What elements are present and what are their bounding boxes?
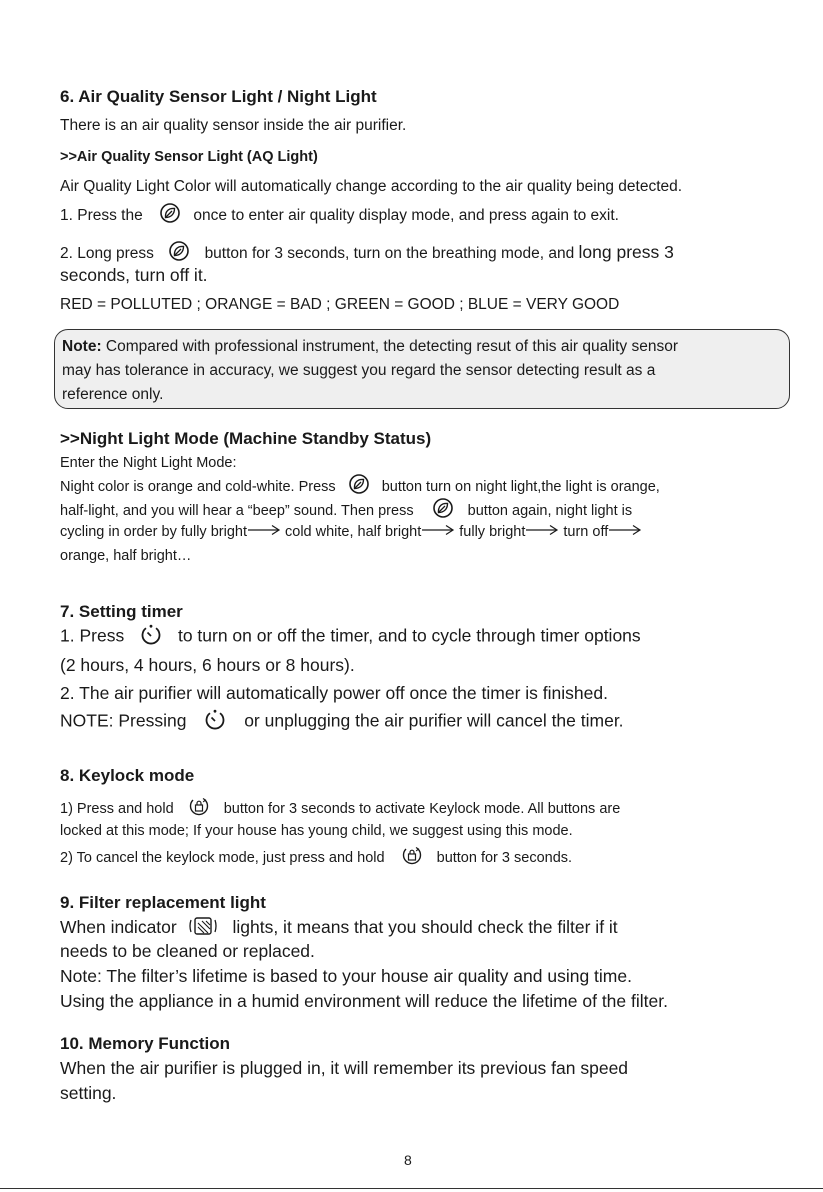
night-line-3-part-b: button again, night light is bbox=[467, 502, 633, 519]
timer-line-3: 2. The air purifier will automatically power off once the timer is finished. bbox=[60, 683, 608, 703]
arrow-right-icon bbox=[421, 524, 455, 540]
arrow-right-icon bbox=[608, 524, 642, 540]
night-line-2-part-a: Night color is orange and cold-white. Press bbox=[60, 478, 336, 495]
keylock-icon bbox=[188, 795, 210, 817]
memory-line-2: setting. bbox=[60, 1083, 117, 1103]
night-light-subheading: >>Night Light Mode (Machine Standby Status) bbox=[60, 429, 432, 448]
aq-line-3-part-c: long press 3 bbox=[578, 242, 674, 262]
section-10-heading: 10. Memory Function bbox=[60, 1034, 231, 1053]
timer-icon bbox=[203, 708, 227, 732]
night-line-4-part-b: cold white, half bright bbox=[285, 524, 422, 540]
filter-line-3: Note: The filter’s lifetime is based to your house air quality and using time. bbox=[60, 966, 632, 986]
aq-light-subheading: >>Air Quality Sensor Light (AQ Light) bbox=[60, 149, 318, 165]
timer-icon bbox=[139, 623, 163, 647]
page-bottom-rule bbox=[0, 1188, 823, 1189]
section-6-heading: 6. Air Quality Sensor Light / Night Light bbox=[60, 87, 377, 106]
air-quality-leaf-icon bbox=[432, 497, 454, 519]
night-line-3 bbox=[60, 500, 632, 522]
night-line-4-part-d: turn off bbox=[563, 524, 609, 540]
timer-line-4-part-a: NOTE: Pressing bbox=[60, 710, 187, 731]
page-number: 8 bbox=[404, 1152, 412, 1168]
air-quality-leaf-icon bbox=[168, 240, 190, 262]
night-line-4-part-c: fully bright bbox=[459, 524, 526, 540]
filter-line-2: needs to be cleaned or replaced. bbox=[60, 941, 315, 961]
keylock-line-3 bbox=[60, 847, 572, 869]
note-line-2: may has tolerance in accuracy, we suggest you regard the sensor detecting result as a bbox=[62, 362, 656, 379]
section-8-heading: 8. Keylock mode bbox=[60, 766, 195, 785]
aq-line-3-part-b: button for 3 seconds, turn on the breathing mode, and bbox=[204, 245, 575, 262]
keylock-line-1 bbox=[60, 798, 620, 820]
filter-line-1 bbox=[60, 917, 618, 939]
note-line-1 bbox=[62, 338, 678, 356]
note-label: Note: bbox=[62, 338, 102, 355]
section-6-intro: There is an air quality sensor inside the air purifier. bbox=[60, 117, 407, 134]
timer-line-1-part-a: 1. Press bbox=[60, 625, 125, 646]
night-line-3-part-a: half-light, and you will hear a “beep” sound. Then press bbox=[60, 502, 414, 519]
air-quality-leaf-icon bbox=[159, 202, 181, 224]
timer-line-4 bbox=[60, 710, 624, 734]
keylock-icon bbox=[401, 844, 423, 866]
night-line-2-part-b: button turn on night light,the light is orange, bbox=[381, 478, 660, 495]
note-text-1: Compared with professional instrument, the detecting resut of this air quality sensor bbox=[105, 338, 678, 355]
section-9-heading: 9. Filter replacement light bbox=[60, 893, 266, 912]
aq-line-4: seconds, turn off it. bbox=[60, 265, 208, 285]
filter-line-1-part-a: When indicator bbox=[60, 917, 177, 937]
timer-line-1 bbox=[60, 625, 641, 649]
memory-line-1: When the air purifier is plugged in, it will remember its previous fan speed bbox=[60, 1058, 629, 1078]
timer-line-4-part-b: or unplugging the air purifier will cancel the timer. bbox=[244, 710, 624, 731]
night-line-4 bbox=[60, 524, 642, 540]
arrow-right-icon bbox=[525, 524, 559, 540]
keylock-line-2: locked at this mode; If your house has young child, we suggest using this mode. bbox=[60, 823, 573, 839]
arrow-right-icon bbox=[247, 524, 281, 540]
aq-line-2 bbox=[60, 205, 619, 227]
night-line-5: orange, half bright… bbox=[60, 548, 192, 564]
aq-line-3 bbox=[60, 242, 674, 265]
air-quality-leaf-icon bbox=[348, 473, 370, 495]
sensor-note-box bbox=[54, 329, 790, 409]
aq-color-legend: RED = POLLUTED ; ORANGE = BAD ; GREEN = GOOD ; BLUE = VERY GOOD bbox=[60, 296, 620, 313]
night-line-1: Enter the Night Light Mode: bbox=[60, 455, 237, 471]
filter-indicator-icon bbox=[188, 915, 218, 937]
aq-line-2-part-b: once to enter air quality display mode, and press again to exit. bbox=[193, 207, 619, 225]
filter-line-4: Using the appliance in a humid environment will reduce the lifetime of the filter. bbox=[60, 991, 668, 1011]
note-line-3: reference only. bbox=[62, 386, 164, 403]
keylock-line-3-part-b: button for 3 seconds. bbox=[436, 849, 573, 866]
timer-line-1-part-b: to turn on or off the timer, and to cycle through timer options bbox=[177, 625, 641, 646]
timer-line-2: (2 hours, 4 hours, 6 hours or 8 hours). bbox=[60, 655, 355, 675]
section-7-heading: 7. Setting timer bbox=[60, 602, 183, 621]
filter-line-1-part-b: lights, it means that you should check the filter if it bbox=[232, 917, 618, 937]
night-line-2 bbox=[60, 476, 660, 498]
keylock-line-1-part-b: button for 3 seconds to activate Keylock mode. All buttons are bbox=[223, 800, 621, 817]
keylock-line-3-part-a: 2) To cancel the keylock mode, just press and hold bbox=[60, 849, 385, 866]
aq-line-2-part-a: 1. Press the bbox=[60, 207, 143, 225]
night-line-4-part-a: cycling in order by fully bright bbox=[60, 524, 247, 540]
keylock-line-1-part-a: 1) Press and hold bbox=[60, 800, 174, 817]
aq-line-3-part-a: 2. Long press bbox=[60, 245, 154, 262]
aq-line-1: Air Quality Light Color will automatically change according to the air quality being detected. bbox=[60, 178, 683, 195]
